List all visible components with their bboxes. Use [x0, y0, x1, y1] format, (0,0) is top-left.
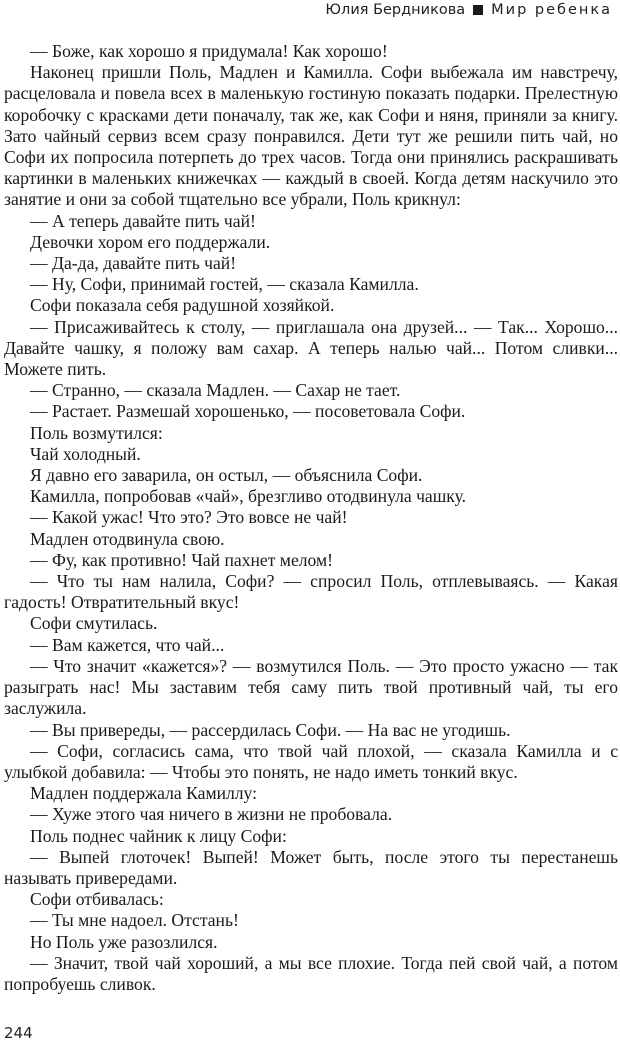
- paragraph: — Что ты нам налила, Софи? — спросил Поль, отплевываясь. — Какая гадость! Отвратительный вкус!: [4, 571, 618, 613]
- paragraph: Мадлен отодвинула свою.: [30, 528, 225, 549]
- paragraph: — Присаживайтесь к столу, — приглашала она друзей... — Так... Хорошо... Давайте чашку, я положу вам сахар. А теперь налью чай... Потом сливки... Можете пить.: [4, 316, 618, 380]
- paragraph: — Ты мне надоел. Отстань!: [30, 910, 239, 931]
- paragraph: — Странно, — сказала Мадлен. — Сахар не тает.: [30, 380, 401, 401]
- paragraph: — Боже, как хорошо я придумала! Как хорошо!: [30, 41, 388, 61]
- paragraph: Поль возмутился:: [30, 422, 163, 443]
- running-header: [325, 2, 612, 18]
- paragraph: — Да-да, давайте пить чай!: [30, 253, 237, 274]
- page-number: 244: [4, 1024, 33, 1042]
- paragraph: — Вы привереды, — рассердилась Софи. — На вас не угодишь.: [30, 719, 511, 740]
- paragraph: Софи показала себя радушной хозяйкой.: [30, 295, 335, 316]
- paragraph: — Растает. Размешай хорошенько, — посоветовала Софи.: [30, 401, 466, 422]
- paragraph: — Софи, согласись сама, что твой чай плохой, — сказала Камилла и с улыбкой добавила: — Чтобы это понять, не надо иметь тонкий вкус.: [4, 740, 618, 782]
- paragraph: Камилла, попробовав «чай», брезгливо отодвинула чашку.: [30, 486, 467, 507]
- paragraph: — Что значит «кажется»? — возмутился Поль. — Это просто ужасно — так разыграть нас! Мы заставим тебя саму пить твой противный чай, ты его заслужила.: [4, 655, 618, 719]
- paragraph: — Выпей глоточек! Выпей! Может быть, после этого ты перестанешь называть привередами.: [4, 846, 618, 888]
- header-section-title: Мир ребенка: [491, 2, 612, 18]
- paragraph: — Хуже этого чая ничего в жизни не пробовала.: [30, 804, 393, 825]
- paragraph: — Какой ужас! Что это? Это вовсе не чай!: [30, 507, 348, 528]
- paragraph: — Значит, твой чай хороший, а мы все плохие. Тогда пей свой чай, а потом попробуешь сливок.: [4, 952, 618, 994]
- paragraph: — Вам кажется, что чай...: [30, 634, 225, 655]
- paragraph: Софи отбивалась:: [30, 889, 164, 910]
- header-separator-square: [473, 5, 483, 15]
- paragraph: Наконец пришли Поль, Мадлен и Камилла. Софи выбежала им навстречу, расцеловала и повела всех в маленькую гостиную показать подарки. Прелестную коробочку с красками дети поначалу, так же, как Софи и няня, приняли за книгу. Зато чайный сервиз всем сразу понравился. Дети тут же решили пить чай, но Софи их попросила потерпеть до трех часов. Тогда они принялись раскрашивать картинки в маленьких книжечках — каждый в своей. Когда детям наскучило это занятие и они за собой тщательно все убрали, Поль крикнул:: [4, 62, 618, 210]
- paragraph: — А теперь давайте пить чай!: [30, 210, 256, 231]
- paragraph: Я давно его заварила, он остыл, — объяснила Софи.: [30, 465, 423, 486]
- paragraph: Чай холодный.: [30, 443, 141, 464]
- header-author: Юлия Бердникова: [325, 2, 466, 18]
- paragraph: Девочки хором его поддержали.: [30, 231, 271, 252]
- paragraph: — Фу, как противно! Чай пахнет мелом!: [30, 549, 333, 570]
- page-body: [4, 41, 618, 995]
- paragraph: — Ну, Софи, принимай гостей, — сказала Камилла.: [30, 274, 419, 295]
- paragraph: Поль поднес чайник к лицу Софи:: [30, 825, 287, 846]
- paragraph: Софи смутилась.: [30, 613, 158, 634]
- paragraph: Мадлен поддержала Камиллу:: [30, 783, 258, 804]
- paragraph: Но Поль уже разозлился.: [30, 931, 218, 952]
